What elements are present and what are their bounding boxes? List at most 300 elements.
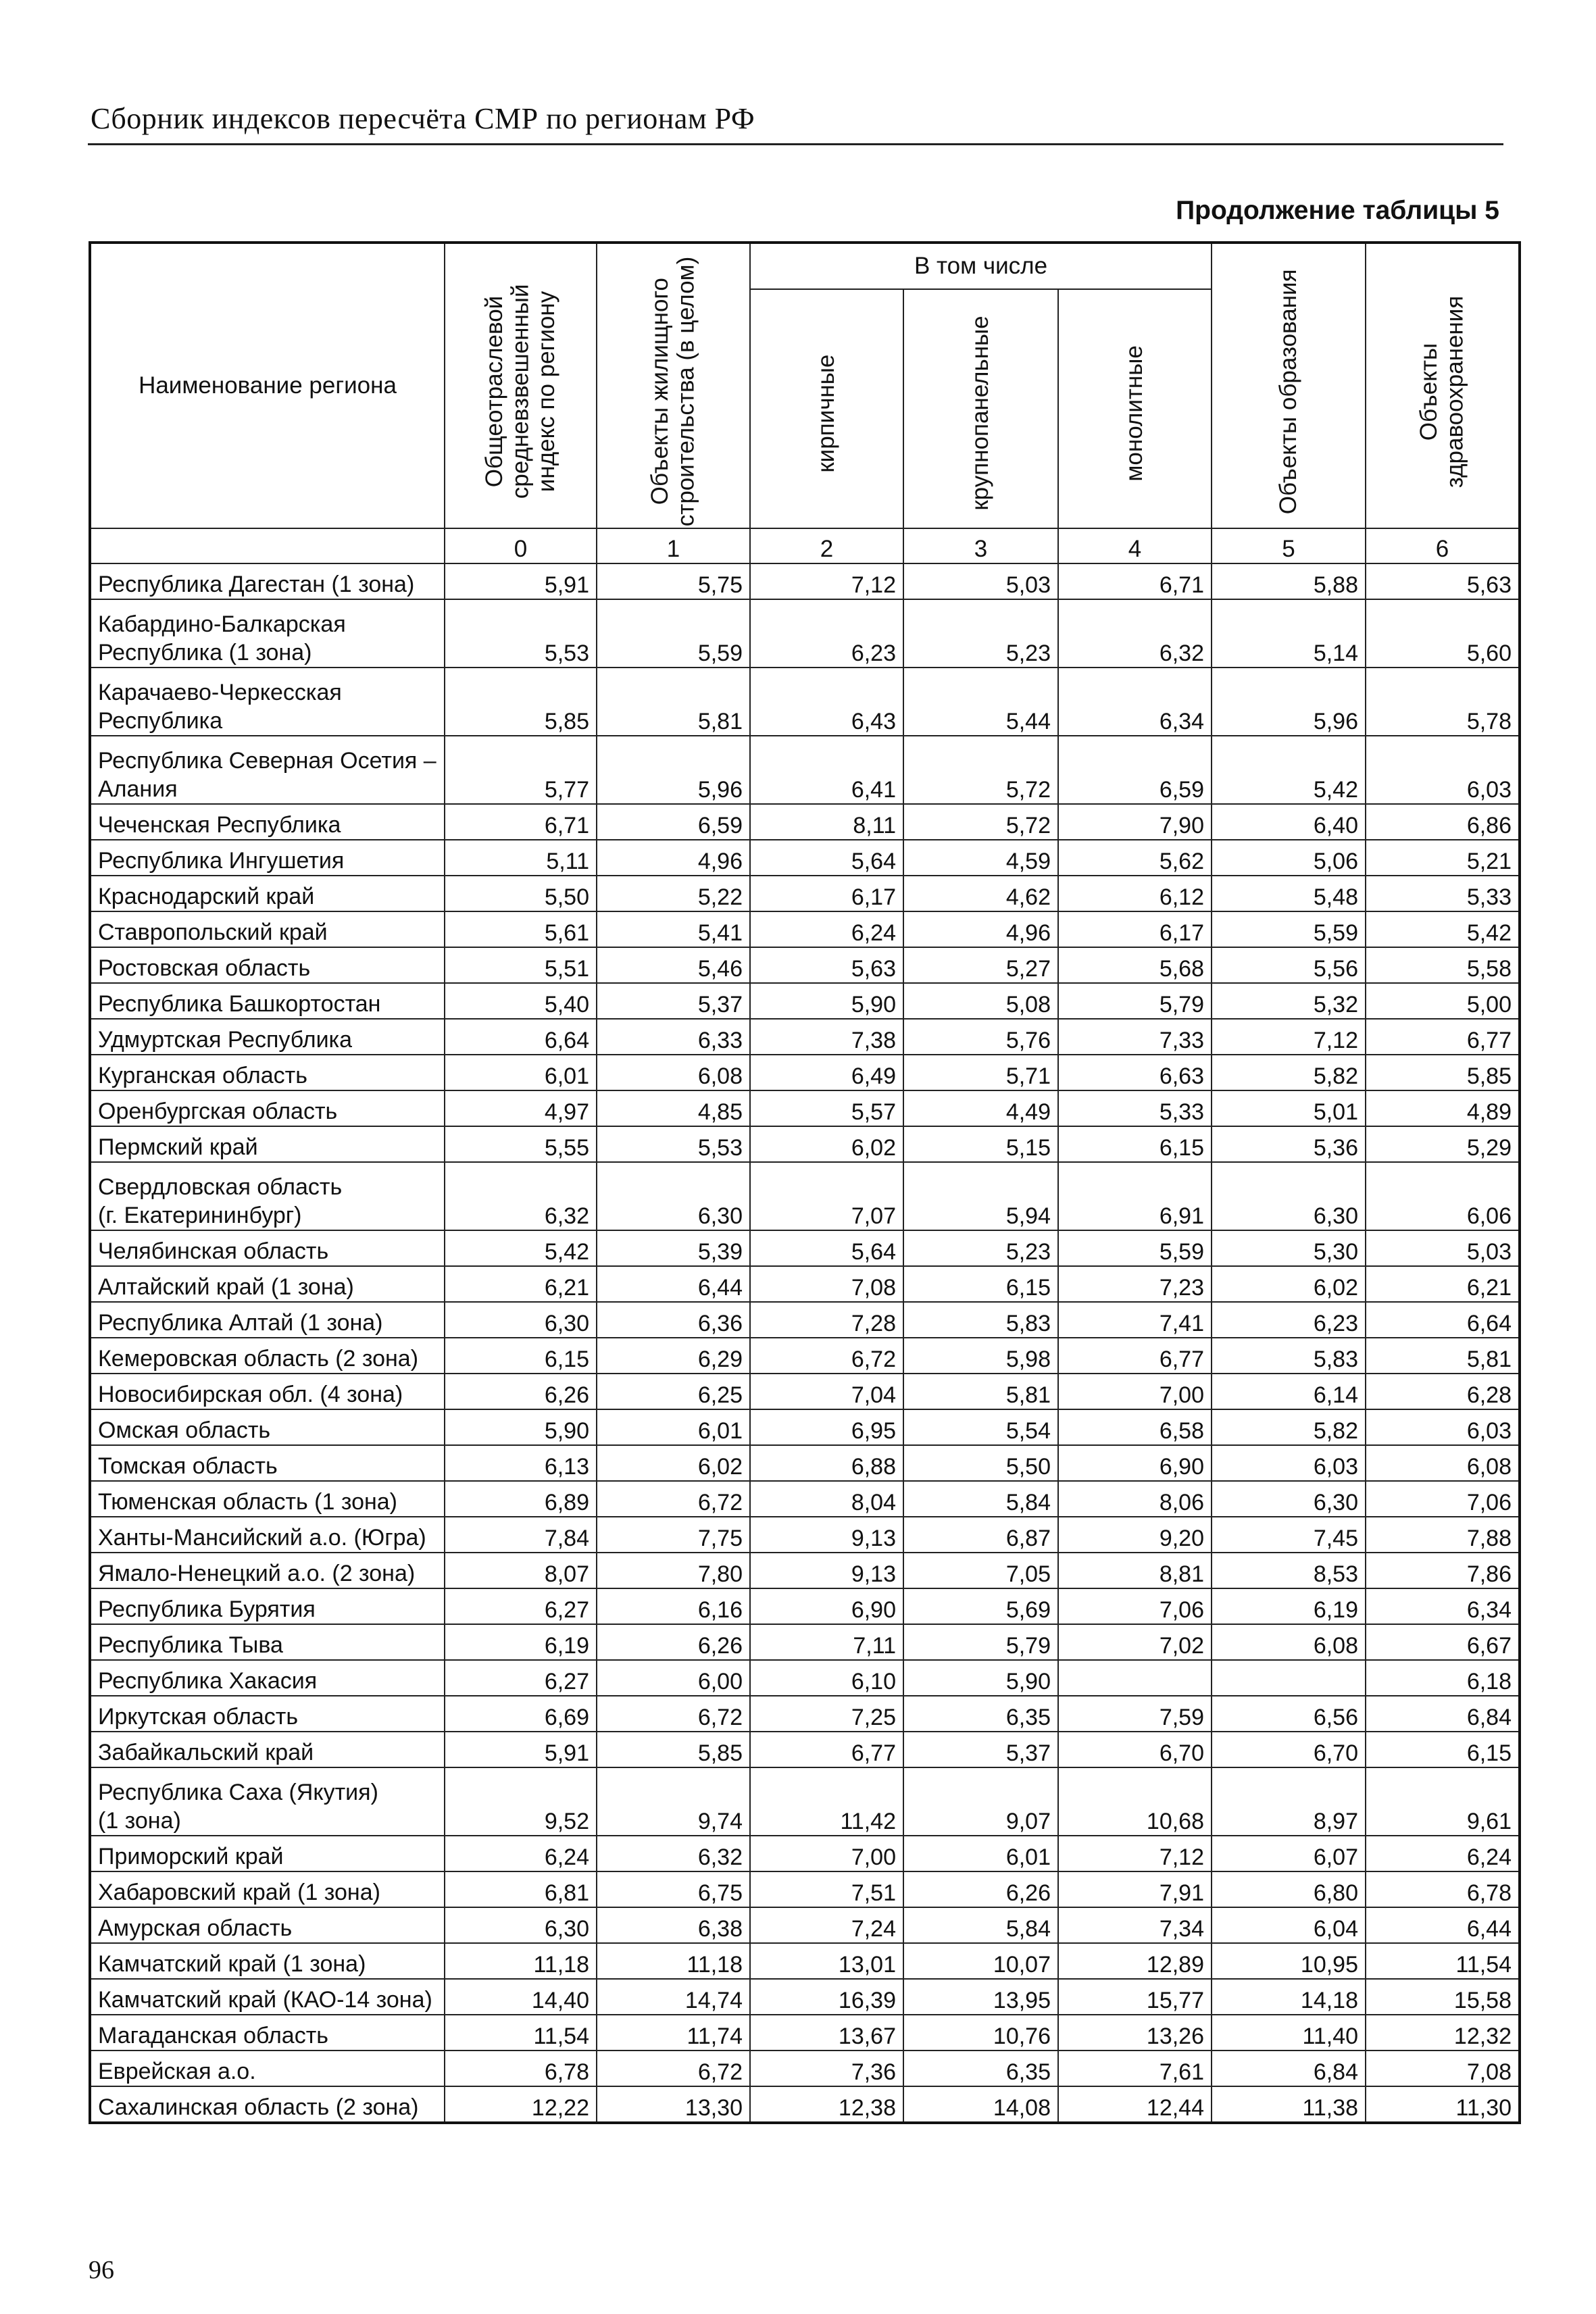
- index-value: 7,23: [1058, 1266, 1212, 1302]
- index-value: 7,11: [750, 1624, 903, 1660]
- index-value: 6,89: [445, 1481, 597, 1517]
- index-value: 5,68: [1058, 947, 1212, 983]
- table-row: [90, 876, 1520, 911]
- index-value: 5,91: [445, 1732, 597, 1767]
- index-value: 12,22: [445, 2086, 597, 2123]
- index-value: 5,44: [903, 668, 1058, 736]
- index-value: 5,63: [750, 947, 903, 983]
- index-value: 6,30: [445, 1907, 597, 1943]
- region-name: Томская область: [90, 1445, 445, 1481]
- index-value: 5,83: [1212, 1338, 1366, 1374]
- index-value: 9,52: [445, 1767, 597, 1836]
- index-value: 7,12: [1212, 1019, 1366, 1055]
- table-row: [90, 1409, 1520, 1445]
- region-name: Кабардино-Балкарская Республика (1 зона): [90, 599, 445, 668]
- index-value: 14,74: [597, 1979, 750, 2015]
- index-value: 6,72: [750, 1338, 903, 1374]
- index-value: 9,07: [903, 1767, 1058, 1836]
- index-value: 11,54: [445, 2015, 597, 2051]
- index-value: 12,44: [1058, 2086, 1212, 2123]
- index-value: 15,77: [1058, 1979, 1212, 2015]
- index-value: 5,51: [445, 947, 597, 983]
- table-row: [90, 1481, 1520, 1517]
- index-value: 5,63: [1366, 563, 1520, 599]
- index-value: 7,00: [1058, 1374, 1212, 1409]
- index-value: 5,81: [903, 1374, 1058, 1409]
- index-value: 6,87: [903, 1517, 1058, 1553]
- index-value: 6,30: [1212, 1481, 1366, 1517]
- index-value: 14,18: [1212, 1979, 1366, 2015]
- index-value: 6,15: [1058, 1126, 1212, 1162]
- index-value: 5,79: [903, 1624, 1058, 1660]
- region-name: Ростовская область: [90, 947, 445, 983]
- index-value: 6,72: [597, 1696, 750, 1732]
- index-value: 5,08: [903, 983, 1058, 1019]
- index-value: 5,90: [903, 1660, 1058, 1696]
- index-value: 8,07: [445, 1553, 597, 1588]
- region-name: Забайкальский край: [90, 1732, 445, 1767]
- index-value: 7,06: [1058, 1588, 1212, 1624]
- index-value: 6,01: [597, 1409, 750, 1445]
- index-value: 5,90: [445, 1409, 597, 1445]
- region-name: Республика Дагестан (1 зона): [90, 563, 445, 599]
- index-value: 6,21: [1366, 1266, 1520, 1302]
- index-value: 13,67: [750, 2015, 903, 2051]
- index-value: 5,85: [1366, 1055, 1520, 1090]
- region-column-header: Наименование региона: [90, 243, 445, 528]
- region-name: Алтайский край (1 зона): [90, 1266, 445, 1302]
- index-value: 9,61: [1366, 1767, 1520, 1836]
- index-value: 8,97: [1212, 1767, 1366, 1836]
- index-value: 5,72: [903, 804, 1058, 840]
- index-value: 5,75: [597, 563, 750, 599]
- index-value: 11,38: [1212, 2086, 1366, 2123]
- index-value: 6,27: [445, 1660, 597, 1696]
- index-value: 6,03: [1212, 1445, 1366, 1481]
- index-value: 5,00: [1366, 983, 1520, 1019]
- index-value: 6,95: [750, 1409, 903, 1445]
- region-name: Оренбургская область: [90, 1090, 445, 1126]
- region-name: Новосибирская обл. (4 зона): [90, 1374, 445, 1409]
- column-header-monolithic: монолитные: [1058, 289, 1212, 528]
- region-name: Республика Ингушетия: [90, 840, 445, 876]
- index-value: 6,15: [1366, 1732, 1520, 1767]
- index-value: 6,70: [1212, 1732, 1366, 1767]
- index-value: 6,80: [1212, 1871, 1366, 1907]
- index-value: 11,42: [750, 1767, 903, 1836]
- index-value: 5,42: [445, 1230, 597, 1266]
- index-value: 5,14: [1212, 599, 1366, 668]
- index-value: 5,27: [903, 947, 1058, 983]
- region-name: Камчатский край (КАО-14 зона): [90, 1979, 445, 2015]
- table-row: [90, 911, 1520, 947]
- index-value: 5,81: [597, 668, 750, 736]
- table-row: [90, 1055, 1520, 1090]
- table-row: [90, 2086, 1520, 2123]
- index-value: 5,50: [445, 876, 597, 911]
- index-value: 6,25: [597, 1374, 750, 1409]
- index-value: 6,10: [750, 1660, 903, 1696]
- index-value: 11,74: [597, 2015, 750, 2051]
- column-index-row: [90, 528, 1520, 563]
- index-value: 11,30: [1366, 2086, 1520, 2123]
- index-value: 6,38: [597, 1907, 750, 1943]
- index-value: 13,01: [750, 1943, 903, 1979]
- index-value: 6,08: [597, 1055, 750, 1090]
- index-value: 9,13: [750, 1553, 903, 1588]
- index-value: 6,23: [1212, 1302, 1366, 1338]
- index-value: 6,71: [1058, 563, 1212, 599]
- table-header: [90, 243, 1520, 563]
- index-value: 7,45: [1212, 1517, 1366, 1553]
- index-value: 6,03: [1366, 1409, 1520, 1445]
- index-value: 4,49: [903, 1090, 1058, 1126]
- index-value: 7,05: [903, 1553, 1058, 1588]
- table-row: [90, 1302, 1520, 1338]
- index-value: 5,53: [597, 1126, 750, 1162]
- region-name: Ставропольский край: [90, 911, 445, 947]
- index-value: 6,40: [1212, 804, 1366, 840]
- table-row: [90, 1943, 1520, 1979]
- index-value: 6,91: [1058, 1162, 1212, 1230]
- region-name: Республика Башкортостан: [90, 983, 445, 1019]
- regional-index-table: [89, 241, 1521, 2124]
- index-value: 6,90: [750, 1588, 903, 1624]
- index-value: 5,01: [1212, 1090, 1366, 1126]
- index-value: 5,23: [903, 1230, 1058, 1266]
- index-value: 5,84: [903, 1907, 1058, 1943]
- index-value: 6,00: [597, 1660, 750, 1696]
- index-value: 6,08: [1366, 1445, 1520, 1481]
- index-value: 9,13: [750, 1517, 903, 1553]
- index-value: 5,32: [1212, 983, 1366, 1019]
- index-value: 4,59: [903, 840, 1058, 876]
- index-value: 12,32: [1366, 2015, 1520, 2051]
- index-value: 7,33: [1058, 1019, 1212, 1055]
- table-row: [90, 563, 1520, 599]
- index-value: 4,62: [903, 876, 1058, 911]
- index-value: 6,36: [597, 1302, 750, 1338]
- index-value: 16,39: [750, 1979, 903, 2015]
- index-value: 5,57: [750, 1090, 903, 1126]
- index-value: 7,02: [1058, 1624, 1212, 1660]
- index-value: 11,18: [445, 1943, 597, 1979]
- index-value: 6,69: [445, 1696, 597, 1732]
- region-name: Сахалинская область (2 зона): [90, 2086, 445, 2123]
- region-name: Кемеровская область (2 зона): [90, 1338, 445, 1374]
- index-value: 6,19: [1212, 1588, 1366, 1624]
- table-row: [90, 1660, 1520, 1696]
- index-value: 5,48: [1212, 876, 1366, 911]
- index-value: 6,15: [903, 1266, 1058, 1302]
- index-value: 6,17: [750, 876, 903, 911]
- region-name: Курганская область: [90, 1055, 445, 1090]
- index-value: 6,63: [1058, 1055, 1212, 1090]
- table-row: [90, 1907, 1520, 1943]
- index-value: 6,81: [445, 1871, 597, 1907]
- index-value: 6,78: [1366, 1871, 1520, 1907]
- column-index: 3: [903, 528, 1058, 563]
- index-value: 5,15: [903, 1126, 1058, 1162]
- index-value: [1058, 1660, 1212, 1696]
- index-value: 14,08: [903, 2086, 1058, 2123]
- index-value: 5,37: [903, 1732, 1058, 1767]
- table-row: [90, 1517, 1520, 1553]
- region-name: Тюменская область (1 зона): [90, 1481, 445, 1517]
- index-value: 7,34: [1058, 1907, 1212, 1943]
- index-value: 6,30: [445, 1302, 597, 1338]
- index-value: 5,42: [1212, 736, 1366, 804]
- index-value: 6,84: [1366, 1696, 1520, 1732]
- region-name: Свердловская область (г. Екатерининбург): [90, 1162, 445, 1230]
- region-name: Амурская область: [90, 1907, 445, 1943]
- table-row: [90, 1836, 1520, 1871]
- index-value: 7,12: [1058, 1836, 1212, 1871]
- index-value: 6,43: [750, 668, 903, 736]
- region-name: Приморский край: [90, 1836, 445, 1871]
- table-row: [90, 1162, 1520, 1230]
- index-value: 6,29: [597, 1338, 750, 1374]
- index-value: 5,03: [1366, 1230, 1520, 1266]
- table-row: [90, 1624, 1520, 1660]
- index-value: 7,00: [750, 1836, 903, 1871]
- index-value: 5,56: [1212, 947, 1366, 983]
- index-value: 6,44: [597, 1266, 750, 1302]
- index-value: 6,23: [750, 599, 903, 668]
- column-index-blank: [90, 528, 445, 563]
- index-value: 6,32: [445, 1162, 597, 1230]
- table-row: [90, 1338, 1520, 1374]
- index-value: 10,68: [1058, 1767, 1212, 1836]
- region-name: Краснодарский край: [90, 876, 445, 911]
- region-name: Камчатский край (1 зона): [90, 1943, 445, 1979]
- index-value: 6,12: [1058, 876, 1212, 911]
- table-body: [90, 563, 1520, 2123]
- index-value: 5,11: [445, 840, 597, 876]
- index-value: 6,01: [445, 1055, 597, 1090]
- index-value: 6,01: [903, 1836, 1058, 1871]
- region-name: Ямало-Ненецкий а.о. (2 зона): [90, 1553, 445, 1588]
- region-name: Чеченская Республика: [90, 804, 445, 840]
- index-value: 5,53: [445, 599, 597, 668]
- index-value: 7,59: [1058, 1696, 1212, 1732]
- index-value: 7,41: [1058, 1302, 1212, 1338]
- index-value: 5,29: [1366, 1126, 1520, 1162]
- table-row: [90, 1374, 1520, 1409]
- index-value: 5,88: [1212, 563, 1366, 599]
- index-value: 7,86: [1366, 1553, 1520, 1588]
- index-value: 5,96: [597, 736, 750, 804]
- index-value: 5,22: [597, 876, 750, 911]
- index-value: 5,69: [903, 1588, 1058, 1624]
- index-value: 7,24: [750, 1907, 903, 1943]
- table-row: [90, 1871, 1520, 1907]
- index-value: 6,02: [1212, 1266, 1366, 1302]
- index-value: 6,16: [597, 1588, 750, 1624]
- index-value: 6,56: [1212, 1696, 1366, 1732]
- index-value: 5,61: [445, 911, 597, 947]
- region-name: Республика Алтай (1 зона): [90, 1302, 445, 1338]
- index-value: 6,86: [1366, 804, 1520, 840]
- table-row: [90, 1230, 1520, 1266]
- table-row: [90, 1445, 1520, 1481]
- index-value: 6,02: [750, 1126, 903, 1162]
- index-value: 5,40: [445, 983, 597, 1019]
- index-value: 6,75: [597, 1871, 750, 1907]
- index-value: 6,26: [903, 1871, 1058, 1907]
- index-value: 7,51: [750, 1871, 903, 1907]
- index-value: [1212, 1660, 1366, 1696]
- index-value: 7,07: [750, 1162, 903, 1230]
- region-name: Магаданская область: [90, 2015, 445, 2051]
- index-value: 6,77: [1366, 1019, 1520, 1055]
- page-number: 96: [89, 2256, 114, 2284]
- region-name: Республика Северная Осетия – Алания: [90, 736, 445, 804]
- index-value: 6,24: [750, 911, 903, 947]
- column-header-healthcare: Объекты здравоохранения: [1366, 243, 1520, 528]
- table-row: [90, 1553, 1520, 1588]
- index-value: 11,40: [1212, 2015, 1366, 2051]
- index-value: 6,88: [750, 1445, 903, 1481]
- index-value: 6,84: [1212, 2051, 1366, 2086]
- index-value: 6,72: [597, 2051, 750, 2086]
- index-value: 6,26: [597, 1624, 750, 1660]
- index-value: 5,79: [1058, 983, 1212, 1019]
- index-value: 4,89: [1366, 1090, 1520, 1126]
- index-value: 6,72: [597, 1481, 750, 1517]
- index-value: 6,71: [445, 804, 597, 840]
- index-value: 6,34: [1366, 1588, 1520, 1624]
- column-index: 6: [1366, 528, 1520, 563]
- index-value: 6,15: [445, 1338, 597, 1374]
- index-value: 4,96: [597, 840, 750, 876]
- table-row: [90, 947, 1520, 983]
- index-value: 5,94: [903, 1162, 1058, 1230]
- index-value: 6,49: [750, 1055, 903, 1090]
- index-value: 5,64: [750, 840, 903, 876]
- index-value: 5,33: [1058, 1090, 1212, 1126]
- index-value: 5,91: [445, 563, 597, 599]
- region-name: Иркутская область: [90, 1696, 445, 1732]
- index-value: 5,21: [1366, 840, 1520, 876]
- column-header-overall-index: Общеотраслевой средневзвешенный индекс по региону: [445, 243, 597, 528]
- region-name: Омская область: [90, 1409, 445, 1445]
- header-divider: [88, 143, 1503, 145]
- index-value: 5,23: [903, 599, 1058, 668]
- index-value: 6,32: [597, 1836, 750, 1871]
- index-value: 5,64: [750, 1230, 903, 1266]
- index-value: 6,19: [445, 1624, 597, 1660]
- table-row: [90, 1696, 1520, 1732]
- index-value: 5,37: [597, 983, 750, 1019]
- table-row: [90, 2015, 1520, 2051]
- index-value: 5,96: [1212, 668, 1366, 736]
- index-value: 8,11: [750, 804, 903, 840]
- index-value: 6,70: [1058, 1732, 1212, 1767]
- index-value: 11,18: [597, 1943, 750, 1979]
- index-value: 6,06: [1366, 1162, 1520, 1230]
- index-value: 6,30: [597, 1162, 750, 1230]
- table-row: [90, 668, 1520, 736]
- column-header-brick: кирпичные: [750, 289, 903, 528]
- index-value: 4,97: [445, 1090, 597, 1126]
- column-index: 5: [1212, 528, 1366, 563]
- index-value: 5,59: [597, 599, 750, 668]
- index-value: 7,38: [750, 1019, 903, 1055]
- index-value: 9,74: [597, 1767, 750, 1836]
- column-header-panel: крупнопанельные: [903, 289, 1058, 528]
- index-value: 6,07: [1212, 1836, 1366, 1871]
- index-value: 6,34: [1058, 668, 1212, 736]
- index-value: 6,59: [1058, 736, 1212, 804]
- index-value: 8,04: [750, 1481, 903, 1517]
- index-value: 6,78: [445, 2051, 597, 2086]
- table-row: [90, 804, 1520, 840]
- index-value: 5,71: [903, 1055, 1058, 1090]
- index-value: 7,25: [750, 1696, 903, 1732]
- index-value: 5,83: [903, 1302, 1058, 1338]
- index-value: 5,60: [1366, 599, 1520, 668]
- index-value: 6,59: [597, 804, 750, 840]
- table-row: [90, 2051, 1520, 2086]
- index-value: 5,50: [903, 1445, 1058, 1481]
- index-value: 6,77: [1058, 1338, 1212, 1374]
- index-value: 6,35: [903, 2051, 1058, 2086]
- region-name: Хабаровский край (1 зона): [90, 1871, 445, 1907]
- table-row: [90, 1019, 1520, 1055]
- index-value: 6,35: [903, 1696, 1058, 1732]
- table-row: [90, 1588, 1520, 1624]
- region-name: Челябинская область: [90, 1230, 445, 1266]
- index-value: 5,30: [1212, 1230, 1366, 1266]
- index-value: 7,12: [750, 563, 903, 599]
- index-value: 12,89: [1058, 1943, 1212, 1979]
- index-value: 6,17: [1058, 911, 1212, 947]
- index-value: 6,64: [445, 1019, 597, 1055]
- index-value: 8,06: [1058, 1481, 1212, 1517]
- index-value: 6,02: [597, 1445, 750, 1481]
- index-value: 5,77: [445, 736, 597, 804]
- index-value: 5,72: [903, 736, 1058, 804]
- table-row: [90, 1979, 1520, 2015]
- table-row: [90, 1732, 1520, 1767]
- index-value: 6,67: [1366, 1624, 1520, 1660]
- index-value: 5,76: [903, 1019, 1058, 1055]
- index-value: 5,82: [1212, 1409, 1366, 1445]
- index-value: 6,32: [1058, 599, 1212, 668]
- index-value: 5,41: [597, 911, 750, 947]
- region-name: Пермский край: [90, 1126, 445, 1162]
- group-header-including: В том числе: [750, 243, 1212, 289]
- index-value: 6,08: [1212, 1624, 1366, 1660]
- index-value: 6,44: [1366, 1907, 1520, 1943]
- index-value: 7,84: [445, 1517, 597, 1553]
- index-value: 6,24: [1366, 1836, 1520, 1871]
- column-index: 0: [445, 528, 597, 563]
- column-index: 2: [750, 528, 903, 563]
- index-value: 5,36: [1212, 1126, 1366, 1162]
- index-value: 5,85: [597, 1732, 750, 1767]
- table-row: [90, 1266, 1520, 1302]
- index-value: 13,30: [597, 2086, 750, 2123]
- index-value: 6,28: [1366, 1374, 1520, 1409]
- region-name: Удмуртская Республика: [90, 1019, 445, 1055]
- index-value: 5,84: [903, 1481, 1058, 1517]
- index-value: 5,90: [750, 983, 903, 1019]
- index-value: 7,06: [1366, 1481, 1520, 1517]
- index-value: 7,90: [1058, 804, 1212, 840]
- index-value: 6,21: [445, 1266, 597, 1302]
